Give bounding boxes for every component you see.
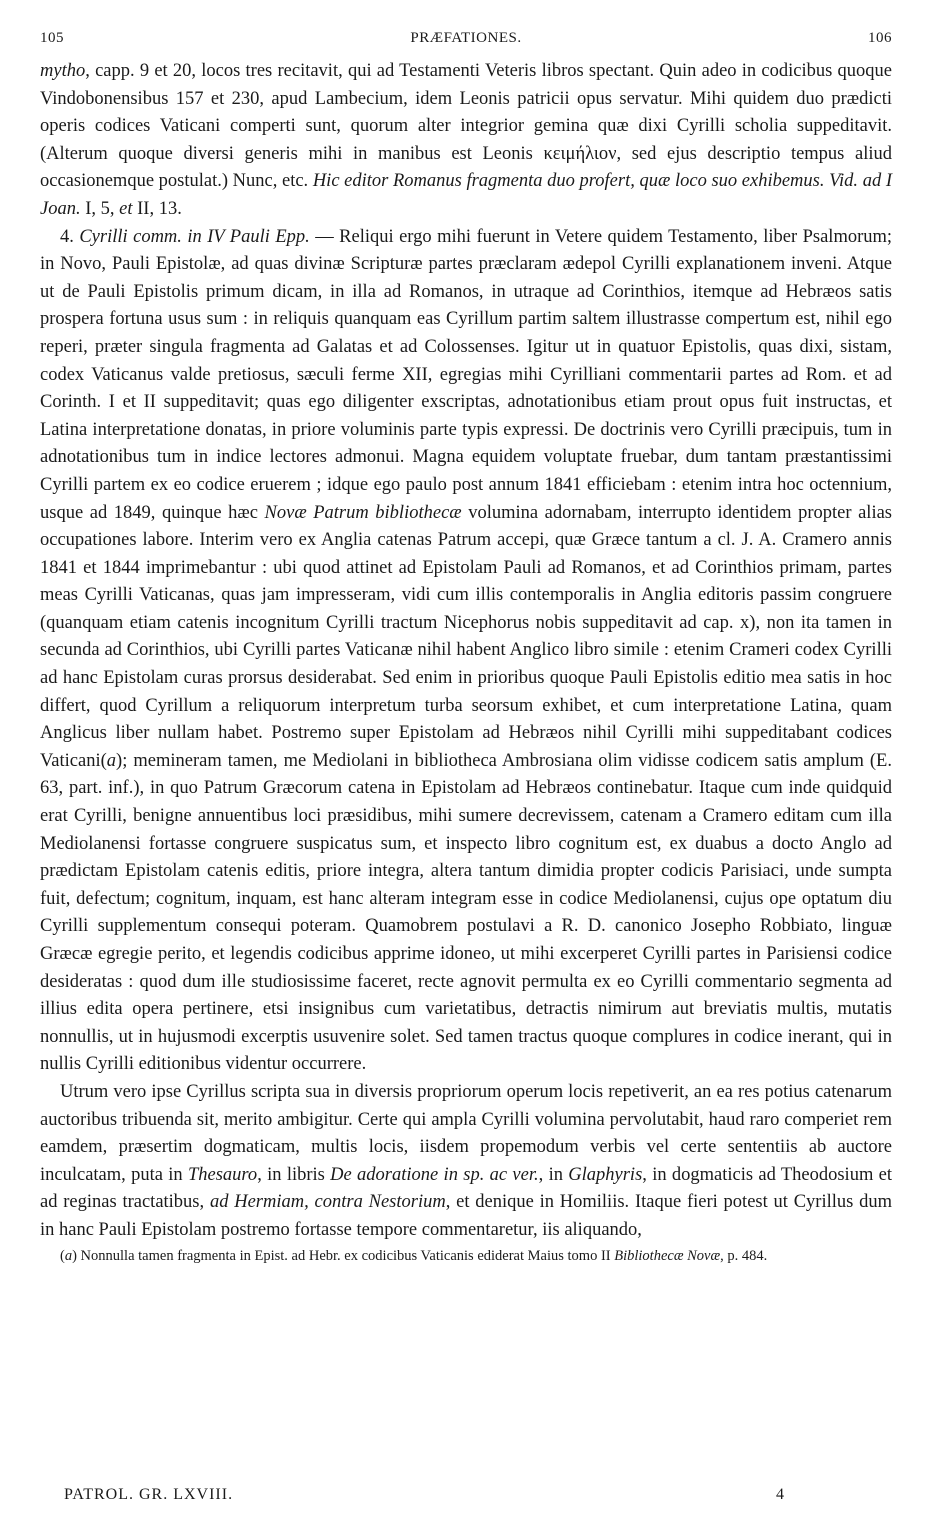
text-run: , in dogmaticis ad Theodosium et ad reginas tractatibus, — [40, 1164, 892, 1213]
left-page-number: 105 — [40, 30, 64, 46]
text-run: ); memineram tamen, me Mediolani in bibliotheca Ambrosiana olim vidisse codicem satis amplum (E. 63, part. inf.), in quo Patrum Græcorum catena in Epistolam ad Hebræos continebatur. Itaque cum inde quidquid erat Cyrilli, benigne annuentibus loci præsidibus, mihi sumere decrevissem, catenam a Cramero editam cum illa Mediolanensi fortasse congruere suspicatus sum, et inspecto libro cognitum est, ex duabus a docto Anglo ad prædictam Epistolam catenis editis, priore integra, altera tantum dimidia propter codicis Parisiaci, unde sumpta fuit, defectum; cognitum, inquam, est hanc alteram integram esse in codice Mediolanensi, cujus ope optatum diu Cyrilli supplementum consequi poteram. Quamobrem postulavi a R. D. canonico Josepho Robbiato, linguæ Græcæ egregie perito, et legendis codicibus apprime idoneo, ut mihi excerperet Cyrilli partes in Parisiensi codice desideratas : quod dum ille studiosissime faceret, recte agnovit permulta ex eo Cyrilli commentario segmenta ad illius edita opera pertinere, etsi insignibus cum varietatibus, detractis nimirum aut breviatis multis, mutatis nonnullis, ut in hujusmodi excerptis usuvenire solet. Sed tamen tractus quoque complures in codice inerant, qui in nullis Cyrilli editionibus videntur occurrere. — [40, 750, 892, 1075]
text-run: ) Nonnulla tamen fragmenta in Epist. ad Hebr. ex codicibus Vaticanis ediderat Maius tomo II — [72, 1247, 615, 1264]
text-run: — Reliqui ergo mihi fuerunt in Vetere quidem Testamento, liber Psalmorum; in Novo, Pauli Epistolæ, ad quas divinæ Scripturæ partes præclaram ædepol Cyrilli explanationem inveni. Atque ut de Pauli Epistolis primum dicam, in illa ad Romanos, in utraque ad Corinthios, itemque ad Hebræos satis prospera fortuna usus sum : in reliquis quanquam eas Cyrillum partim saltem illustrasse compertum est, nihil ego reperi, præter singula fragmenta ad Galatas et ad Colossenses. Igitur ut in quatuor Epistolis, quas dixi, sistam, codex Vaticanus valde pretiosus, sæculi ferme XII, egregias mihi Cyrilliani commentarii partes ad Rom. et ad Corinth. I et II suppeditavit; quas ego diligenter exscriptas, adnotationibus etiam prout opus fuit instructas, et Latina interpretatione donatas, in priore voluminis parte typis expressi. De doctrinis vero Cyrilli præcipuis, tum in adnotationibus tum in indice lectores admonui. Magna equidem voluptate fruebar, dum tantam præstantissimi Cyrilli partem ex eo codice eruerem ; idque ego paulo post annum 1841 efficiebam : etenim intra hoc octennium, usque ad 1849, quinque hæc — [40, 226, 893, 523]
italic-text: Cyrilli comm. in IV Pauli Epp. — [79, 226, 310, 247]
footer-signature: PATROL. GR. LXVIII. — [64, 1486, 234, 1503]
paragraph — [40, 1079, 892, 1245]
text-run: I, 5, — [80, 198, 120, 219]
paragraph — [40, 224, 892, 1079]
italic-text: Glaphyris — [568, 1164, 643, 1185]
footer-sheet-number: 4 — [776, 1486, 784, 1503]
text-run: , in libris — [257, 1164, 331, 1185]
italic-text: a — [64, 1247, 73, 1264]
italic-text: De adoratione in sp. ac ver. — [330, 1164, 539, 1185]
text-run: , sed ejus descriptio tempus aliud occasionemque postulat.) Nunc, etc. — [40, 143, 892, 192]
text-run: κειμήλιον — [543, 143, 617, 164]
italic-text: Bibliothecæ Novæ — [614, 1247, 721, 1264]
paragraph — [40, 58, 892, 224]
text-run: volumina adornabam, interrupto identidem propter alias occupationes labore. Interim vero ex Anglia catenas Patrum accepi, quæ Græce tantum a cl. J. A. Cramero annis 1841 et 1844 imprimebantur : ubi quod attinet ad Epistolam Pauli ad Romanos, et ad Corinthios primam, partes meas Cyrilli Vaticanas, quas jam impresseram, vidi cum illis contemporalis in Anglia editoris passim congruere (quanquam etiam catenis incognitum Cyrilli tractum Nicephorus nobis suppeditavit ad cap. x), non ita tamen in secunda ad Corinthios, ubi Cyrilli partes Vaticanæ nihil habent Anglico libro simile : etenim Crameri codex Cyrilli ad hanc Epistolam curas prorsus desiderabat. Sed enim in prioribus quoque Pauli Epistolis editio mea satis in hoc differt, quod Cyrillum a reliquorum interpretum turba seorsum exhibet, et cum interpretatione Latina, quam Anglicus liber nullam habet. Postremo super Epistolam ad Hebræos nihil Cyrilli mihi suppeditabant codices Vaticani( — [40, 502, 892, 771]
text-run: , capp. 9 et 20, locos tres recitavit, qui ad Testamenti Veteris libros spectant. Quin adeo in codicibus quoque Vindobonensibus 157 et 230, apud Lambecium, idem Leonis patricii opus servatur. Mihi quidem duo prædicti operis codices Vaticani comperti sunt, quorum alter integrior gemina quæ dixi Cyrilli scholia suppeditavit. (Alterum quoque diversi generis mihi in manibus est Leonis — [40, 61, 892, 164]
italic-text: a — [106, 750, 117, 771]
italic-text: Novæ Patrum bibliothecæ — [264, 502, 462, 523]
text-run: II, 13. — [132, 198, 182, 219]
page — [40, 30, 892, 1265]
running-title: PRÆFATIONES. — [410, 30, 522, 46]
text-run: , et denique in Homiliis. Itaque fieri potest ut Cyrillus dum in hanc Pauli Epistolam postremo fortasse tempore commentaretur, iis aliquando, — [40, 1192, 893, 1240]
italic-text: mytho — [40, 61, 86, 81]
running-header — [40, 30, 892, 54]
text-run: ( — [60, 1247, 65, 1264]
italic-text: et — [119, 198, 133, 219]
text-run: 4. — [60, 226, 80, 247]
italic-text: ad Hermiam, contra Nestorium — [209, 1192, 446, 1213]
text-run: , in — [538, 1164, 569, 1185]
text-run: , p. 484. — [720, 1247, 768, 1264]
main-text — [40, 58, 892, 1245]
text-run: Utrum vero ipse Cyrillus scripta sua in diversis propriorum operum locis repetiverit, an ea res potius catenarum auctoribus tribuenda sit, merito ambigitur. Certe qui ampla Cyrilli volumina pervolutabit, haud raro comperiet rem eamdem, præsertim dogmaticam, multis locis, iisdem propemodum verbis vel certe sententiis ab auctore inculcatam, puta in — [40, 1081, 892, 1185]
right-page-number: 106 — [868, 30, 892, 46]
italic-text: Thesauro — [187, 1164, 258, 1185]
footnote — [40, 1247, 892, 1265]
italic-text: Hic editor Romanus fragmenta duo profert, quæ loco suo exhibemus. Vid. ad I Joan. — [40, 171, 892, 219]
page-footer — [64, 1486, 824, 1510]
